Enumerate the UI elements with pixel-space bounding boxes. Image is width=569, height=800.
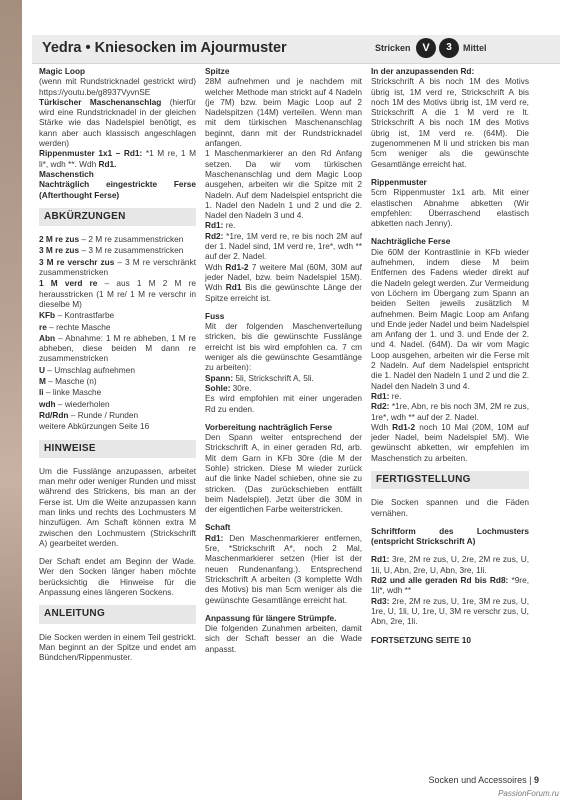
spitze-wdh: Wdh Rd1-2 7 weitere Mal (60M, 30M auf jeder Nadel, bzw. beim Nadelspiel 15M). Wdh Rd1 Bis die gewünschte Länge der Spitze erreicht ist. <box>205 261 362 303</box>
schrift-rd2: Rd2 und alle geraden Rd bis Rd8: *9re, 1li*, wdh ** <box>371 575 529 596</box>
magic-loop-heading: Magic Loop <box>39 66 86 76</box>
hinweise-paragraph-1: Um die Fusslänge anzupassen, arbeitet man mehr oder weniger Runden und misst während des Strickens, bis man an der Ferse ist. Um die Weite anzupassen kann man links und rechts des Lochmusters M hinzufügen. Am Schaft können extra M zwischen den Lochmustern (Strickschrift A) gearbeitet werden. <box>39 465 196 548</box>
abbreviation-item: Rd/Rdn – Runde / Runden <box>39 409 139 420</box>
magic-loop-text: (wenn mit Rundstricknadel gestrickt wird) https://youtu.be/g8937VyvnSE <box>39 76 196 97</box>
maschenstich-heading: Maschenstich <box>39 168 94 179</box>
abbreviation-item: wdh – wiederholen <box>39 398 110 409</box>
spitze-rd1: Rd1: re. <box>205 220 236 231</box>
anpassung-text: Die folgenden Zunahmen arbeiten, damit sich der Schaft besser an die Wade anpasst. <box>205 623 362 654</box>
abbreviation-item: U – Umschlag aufnehmen <box>39 364 135 375</box>
ferse-wdh: Wdh Rd1-2 noch 10 Mal (20M, 10M auf jeder Nadel, beim Nadelspiel 5M). Wie gewünscht abketten, wir empfehlen im Maschenstich zu arbeiten. <box>371 421 529 463</box>
page-footer <box>429 775 539 785</box>
anpassung-heading: Anpassung für längere Strümpfe. <box>205 612 337 623</box>
fuss-sohle: Sohle: 30re. <box>205 382 252 393</box>
rippenmuster-heading: Rippenmuster <box>371 176 427 187</box>
footer-section: Socken und Accessoires <box>428 775 527 785</box>
abbreviation-item: 3 M re verschr zus – 3 M re verschränkt zusammenstricken <box>39 256 196 278</box>
fertigstellung-text: Die Socken spannen und die Fäden vernähen. <box>371 497 529 518</box>
fuss-end: Es wird empfohlen mit einer ungeraden Rd zu enden. <box>205 393 362 414</box>
magazine-page <box>22 0 569 800</box>
difficulty-label: Stricken <box>375 43 411 53</box>
column-3 <box>371 66 529 645</box>
footer-separator: | <box>529 775 532 785</box>
tuerkisch-paragraph <box>39 97 196 148</box>
abbreviation-item: KFb – Kontrastfarbe <box>39 310 115 321</box>
rippen-end: Rd1. <box>98 158 117 169</box>
abbreviation-item: 2 M re zus – 2 M re zusammenstricken <box>39 234 184 245</box>
column-2 <box>205 66 362 662</box>
abbreviation-item: Abn – Abnahme: 1 M re abheben, 1 M re abheben, diese beiden M dann re zusammenstricken <box>39 332 196 364</box>
abbreviation-list <box>39 234 196 431</box>
ferse-heading: Nachträglich eingestrickte Ferse (Afterthought Ferse) <box>39 179 196 200</box>
schriftform-heading: Schriftform des Lochmusters (entspricht Strickschrift A) <box>371 525 529 547</box>
spitze-paragraph-2: 1 Maschenmarkierer an den Rd Anfang setzen. Da wir vom türkischen Maschenanschlag und dem Magic Loop ausgehen, arbeiten wir die Spitze mit 2 Nadeln. Auf dem Nadelspiel entspricht die 1. Nadel den Nadeln 1 und 2 und die 2. Nadel den Nadeln 3 und 4. <box>205 148 362 221</box>
nachtraegliche-ferse-text: Die 60M der Kontrastlinie in KFb wieder aufnehmen, indem diese M beim Entfernen des Fadens wieder direkt auf die Nadeln gelegt werden. Zur Vermeidung von Löchern im Übergang zum Spann an beiden Seiten jeweils zusätzlich M aufnehmen. Beim Magic Loop am Anfang und Ende jeder Nadel und beim Nadelspiel am Anfang der 1. und 3. und Ende der 2. und 4. Nadel. (64M). Da wir vom Magic Loop ausgehen, arbeiten wir die Ferse mit 2 Nadeln. Auf dem Nadelspiel entspricht die 1. Nadel den Nadeln 1 und 2 und die 2. Nadel den Nadeln 3 und 4. <box>371 246 529 391</box>
anzupassende-rd-heading: In der anzupassenden Rd: <box>371 66 475 76</box>
vorbereitung-text: Den Spann weiter entsprechend der Strickschrift A, in einer geraden Rd, arb. Mit dem Garn in KFb 30re (die M der Sohle) stricken. Diese M wieder zurück auf die linke Nadel schieben, ohne sie zu stricken. (Das zurückschieben entfällt beim Nadelspiel). Jetzt über die 30M in der eigentlichen Farbe weiterstricken. <box>205 432 362 515</box>
abbreviation-item: re – rechte Masche <box>39 321 111 332</box>
spitze-heading: Spitze <box>205 66 230 76</box>
watermark: PassionForum.ru <box>498 789 559 798</box>
knitting-needles-icon: V <box>416 38 436 58</box>
schaft-text: Rd1: Den Maschenmarkierer entfernen, 5re, *Strickschrift A*, noch 2 Mal, Maschenmarkierer setzen (Hier ist der neuen Rundenanfang.). Entsprechend Strickschrift A arbeiten (3 komplette Wdh des Motivs) bis man 5cm weniger als die gewünschte Gesamtlänge erreicht hat. <box>205 532 362 605</box>
abbreviation-more: weitere Abkürzungen Seite 16 <box>39 421 150 432</box>
rippen-label: Rippenmuster 1x1 – Rd1: <box>39 148 143 159</box>
abbreviation-item: 3 M re zus – 3 M re zusammenstricken <box>39 245 184 256</box>
tuerkisch-text: (hierfür wird eine Rundstricknadel in der gleichen Stärke wie das Nadelspiel benötigt, es kann aber auch klassisch angeschlagen werden) <box>39 96 196 149</box>
schaft-heading: Schaft <box>205 522 231 533</box>
rippen-text: *1 M re, 1 M li*, wdh **. Wdh <box>39 148 196 169</box>
fuss-spann: Spann: 5li, Strickschrift A, 5li. <box>205 372 314 383</box>
nachtraegliche-ferse-heading: Nachträgliche Ferse <box>371 236 451 247</box>
difficulty-level: Mittel <box>463 43 487 53</box>
page-number: 9 <box>533 775 539 785</box>
abbreviation-item: M – Masche (n) <box>39 376 97 387</box>
anzupassende-rd-text: Strickschrift A bis noch 1M des Motivs übrig ist, 1M verd re, Strickschrift A bis noch 1M des Motivs übrig ist, 1M verd re, Strickschrift A die 1 M verd re lt. Strickschrift A bis noch 1M des Motivs übrig ist, 1M verd re. (64M). Die zugenommenen M li und stricken bis man 5cm weniger als die gewünschte Gesamtlänge erreicht hat. <box>371 76 529 169</box>
photo-edge-strip <box>0 0 22 800</box>
abbreviation-item: 1 M verd re – aus 1 M 2 M re herausstricken (1 M re/ 1 M re verschr in dieselbe M) <box>39 278 196 309</box>
schrift-rd3: Rd3: 2re, 2M re zus, U, 1re, 3M re zus, U, 1re, U, 1li, U, 1re, U, 3M re verschr zus, U, Abn, 2re, 1li. <box>371 595 529 627</box>
hinweise-paragraph-2: Der Schaft endet am Beginn der Wade. Wer den Socken länger haben möchte berücksichtig die Hinweise für die Anpassung eines längeren Sockens. <box>39 556 196 598</box>
anleitung-text: Die Socken werden in einem Teil gestrickt. Man beginnt an der Spitze und endet am Bündchen/Rippenmuster. <box>39 631 196 663</box>
page-title: Yedra • Kniesocken im Ajourmuster <box>42 40 287 56</box>
tuerkisch-heading: Türkischer Maschenanschlag <box>39 96 162 107</box>
section-anleitung: ANLEITUNG <box>39 605 196 623</box>
vorbereitung-heading: Vorbereitung nachträglich Ferse <box>205 421 333 432</box>
section-abkuerzungen: ABKÜRZUNGEN <box>39 208 196 226</box>
fortsetzung-note: FORTSETZUNG SEITE 10 <box>371 634 472 645</box>
column-1 <box>39 66 196 671</box>
rippenmuster-text: 5cm Rippenmuster 1x1 arb. Mit einer elastischen Abnahme abketten (Wir empfehlen: Überraschend elastisch abketten nach Jenny). <box>371 187 529 229</box>
difficulty-badge: 3 <box>439 38 459 58</box>
fuss-heading: Fuss <box>205 310 225 321</box>
section-hinweise: HINWEISE <box>39 440 196 458</box>
spitze-rd2: Rd2: *1re, 1M verd re, re bis noch 2M auf der 1. Nadel sind, 1M verd re, 1re*, wdh ** auf der 2. Nadel. <box>205 230 362 262</box>
ferse-rd2: Rd2: *1re, Abn, re bis noch 3M, 2M re zus, 1re*, wdh ** auf der 2. Nadel. <box>371 401 529 422</box>
section-fertigstellung: FERTIGSTELLUNG <box>371 471 529 489</box>
abbreviation-item: li – linke Masche <box>39 387 102 398</box>
rippen-paragraph <box>39 148 196 169</box>
title-bar <box>32 35 560 64</box>
spitze-paragraph-1: 28M aufnehmen und je nachdem mit welcher Methode man strickt auf 4 Nadeln (je 7M) bzw. beim Magic Loop auf 2 Nadelspitzen (14M) verteilen. Wenn man mit dem türkischen Maschenanschlag beginnt, dann mit der Rundstricknadel anfangen. <box>205 76 362 149</box>
schrift-rd1: Rd1: 3re, 2M re zus, U, 2re, 2M re zus, U, 1li, U, Abn, 2re, U, Abn, 3re, 1li. <box>371 554 529 575</box>
ferse-rd1: Rd1: re. <box>371 390 402 401</box>
fuss-text: Mit der folgenden Maschenverteilung stricken, bis die gewünschte Fusslänge erreicht ist bis wird empfohlen ca. 7 cm weniger als die gewünschte Gesamtlänge zu arbeiten): <box>205 321 362 373</box>
